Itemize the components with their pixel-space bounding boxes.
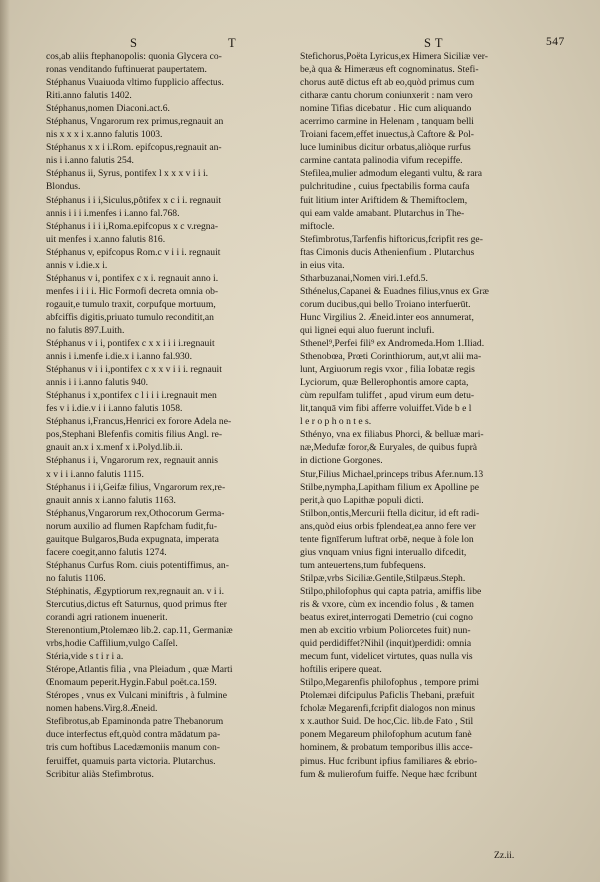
text-line: ponem Megareum philofophum acutum fanè <box>300 729 472 741</box>
text-line: Lyciorum, quæ Bellerophontis amore capta, <box>300 377 469 389</box>
running-head-right: S T <box>424 36 443 50</box>
text-line: Stéphanus i i i,Siculus,pôtifex x c i i. regnauit <box>46 194 222 206</box>
text-line <box>300 781 558 794</box>
text-line: miftocle. <box>300 220 335 232</box>
text-line: gnauit an.x i x.menf x i.Polyd.lib.ii. <box>46 442 183 454</box>
text-line: citharæ cantu chorum coniunxerit : nam vero <box>300 90 473 102</box>
text-line: Stefibrotus,ab Epaminonda patre Thebanorum <box>46 716 224 728</box>
text-line: Stérope,Atlantis filia , vna Pleiadum , quæ Marti <box>46 664 233 676</box>
text-line: Stéphanus i i i i,Roma.epifcopus x c v.regna- <box>46 220 219 232</box>
text-line: ftas Cimonis ducis Athenienfium . Plutarchus <box>300 246 475 258</box>
text-line: Œnomaum peperit.Hygin.Fabul poët.ca.159. <box>46 677 217 689</box>
text-line: Ptolemæi difcipulus Paficlis Thebani, præfuit <box>300 690 475 702</box>
text-line: annis i i.menfe i.die.x i i.anno fal.930. <box>46 351 193 363</box>
text-line: Stéphanus i i, Vngarorum rex, regnauit annis <box>46 455 218 467</box>
text-line: Sthénelus,Capanei & Euadnes filius,vnus ex Græ <box>300 285 489 297</box>
text-line: nomen habens.Virg.8.Æneid. <box>46 703 158 715</box>
text-line <box>46 794 298 807</box>
text-line: fum & mulierofum fuiffe. Neque hæc fcribunt <box>300 768 477 780</box>
text-line: x v i i i.anno falutis 1115. <box>46 468 144 480</box>
text-line: Stéphanus x x i i.Rom. epifcopus,regnauit an- <box>46 142 222 154</box>
text-line: no falutis 1106. <box>46 572 106 584</box>
text-line: fuit litium inter Ariftidem & Themiftoclem, <box>300 194 468 206</box>
text-line <box>300 807 558 820</box>
text-line <box>300 794 558 807</box>
text-line: Stéphanus i,Francus,Henrici ex forore Adela ne- <box>46 416 232 428</box>
text-line: beatus exiret,interrogati Demetrio (cui cogno <box>300 612 473 624</box>
text-line: Stéphanus, Vngarorum rex primus,regnauit an <box>46 116 224 128</box>
text-line: Stéphanus v i i, pontifex c x x i i i i.regnauit <box>46 338 215 350</box>
text-line: in dictione Gorgones. <box>300 455 383 467</box>
text-line: ris & vxore, cùm ex incendio folus , & tamen <box>300 598 474 610</box>
text-line: Stharbuzanai,Nomen viri.1.efd.5. <box>300 272 428 284</box>
text-line: vrbs,hodie Caffilium,vulgo Caſſel. <box>46 638 178 650</box>
catchword: Zz.ii. <box>494 850 515 861</box>
text-line: Stur,Filius Michael,princeps tribus Afer.num.13 <box>300 468 484 480</box>
running-head-center: T <box>228 36 237 50</box>
text-line: annis i i i i.menfes i i.anno fal.768. <box>46 207 180 219</box>
text-line: pos,Stephani Blefenfis comitis filius Angl. re- <box>46 429 223 441</box>
text-line: in eius vita. <box>300 259 345 271</box>
text-line: Stéphanus i i i,Geifæ filius, Vngarorum rex,re- <box>46 481 226 493</box>
text-line: acerrimo carmine in Helenam , tanquam belli <box>300 116 474 128</box>
text-line: gnauit annis x i.anno falutis 1163. <box>46 494 176 506</box>
text-line: qui eam valde amabant. Plutarchus in The- <box>300 207 465 219</box>
text-line: annis v i.die.x i. <box>46 259 108 271</box>
text-line: Hunc Virgilius 2. Æneid.inter eos annumerat, <box>300 311 474 323</box>
text-line: Stéropes , vnus ex Vulcani miniftris , à fulmine <box>46 690 227 702</box>
text-line <box>46 807 298 820</box>
text-line: Sthényo, vna ex filiabus Phorci, & belluæ mari- <box>300 429 484 441</box>
text-line: gius vnquam vnius figni interuallo difcedit, <box>300 546 467 558</box>
text-line: abfciffis digitis,priuato tumulo reconditit,an <box>46 311 214 323</box>
text-line: norum auxilio ad flumen Rapfcham fudit,fu- <box>46 520 218 532</box>
text-line: be,à qua & Himeræus eft cognominatus. Stefi- <box>300 64 479 76</box>
text-line: mecum funt, videlicet virtutes, quas nulla vis <box>300 651 473 663</box>
text-line: næ,Medufæ foror,& Euryales, de quibus fuprà <box>300 442 478 454</box>
text-line: Stéphanus,nomen Diaconi.act.6. <box>46 103 170 115</box>
text-line: facere coegit,anno falutis 1274. <box>46 546 167 558</box>
text-line: fes v i i.die.v i i i.anno falutis 1058. <box>46 403 183 415</box>
text-line: tente fignīferum luftrat orbē, neque à fole lon <box>300 533 474 545</box>
left-column <box>46 50 298 820</box>
text-line: fcholæ Megarenfi,fcripfit dialogos non minus <box>300 703 476 715</box>
text-line: chorus autē dictus eft ab eo,quòd primus cum <box>300 77 475 89</box>
text-line: Scribitur aliàs Stefimbrotus. <box>46 768 154 780</box>
page-number: 547 <box>546 36 565 48</box>
text-line: Stéphanus Curfus Rom. ciuis potentiffimus, an- <box>46 559 229 571</box>
text-line: qui lignei equi aluo fuerunt inclufi. <box>300 324 435 336</box>
text-line: ronas venditando fuftinuerat paupertatem. <box>46 64 207 76</box>
text-line: Stefimbrotus,Tarfenfis hiftoricus,fcripfit res ge- <box>300 233 483 245</box>
text-line: lunt, Argiuorum regis vxor , filia Iobatæ regis <box>300 364 475 376</box>
text-line: lit,tanquā vim fibi afferre voluiffet.Vide b e l <box>300 403 472 415</box>
text-line: feruiffet, quamuis parta victoria. Plutarchus. <box>46 755 216 767</box>
text-line: menfes i i i i. Hic Formofi decreta omnia ob- <box>46 285 219 297</box>
text-line: Stéphanus i x,pontifex c l i i i i.regnauit men <box>46 390 217 402</box>
text-line: Stéria,vide s t i r i a. <box>46 651 124 663</box>
text-line: tum anteuertens,tum fubfequens. <box>300 559 426 571</box>
text-line: luce luminibus dicitur orbatus,aliòque rurfus <box>300 142 471 154</box>
text-line: Stercutius,dictus eft Saturnus, quod primus fter <box>46 598 227 610</box>
text-line: Sthenobœa, Prœti Corinthiorum, aut,vt alii ma- <box>300 351 482 363</box>
text-line: pimus. Huc fcribunt ipfius familiares & ebrio- <box>300 755 478 767</box>
text-line: Stéphanus ii, Syrus, pontifex l x x x v i i i. <box>46 168 209 180</box>
text-line: Stilpo,philofophus qui capta patria, amiffis libe <box>300 585 482 597</box>
text-line: Stilbon,ontis,Mercurii ftella dicitur, id eft radi- <box>300 507 480 519</box>
text-line: Stefichorus,Poëta Lyricus,ex Himera Siciliæ ver- <box>300 51 488 62</box>
text-line: pulchritudine , cuius fpectabilis forma caufa <box>300 181 470 193</box>
text-line: Stéphanus v, epifcopus Rom.c v i i i. regnauit <box>46 246 221 258</box>
text-line: nis i i.anno falutis 254. <box>46 155 134 167</box>
running-head-left: S <box>130 36 138 50</box>
text-line: perit,à quo Lapithæ populi dicti. <box>300 494 424 506</box>
text-line: cùm repulfam tuliffet , apud virum eum detu- <box>300 390 475 402</box>
text-line: hoftilis eripere queat. <box>300 664 382 676</box>
text-line: Blondus. <box>46 181 81 193</box>
text-line: l e r o p h o n t e s. <box>300 416 372 428</box>
text-line: Stilpæ,vrbs Siciliæ.Gentile,Stilpæus.Steph. <box>300 572 466 584</box>
text-line: nis x x x i x.anno falutis 1003. <box>46 129 163 141</box>
text-line: rogauit,e tumulo traxit, corpufque mortuum, <box>46 298 216 310</box>
text-line: duce interfectus eft,quòd contra mādatum pa- <box>46 729 221 741</box>
text-line: ans,quòd eius orbis fplendeat,ea anno fere ver <box>300 520 476 532</box>
text-line: corum ducibus,qui bello Troiano interfuerūt. <box>300 298 471 310</box>
text-line: Sterenontium,Ptolemæo lib.2. cap.11, Germaniæ <box>46 625 233 637</box>
text-line: Stéphanus v i, pontifex c x i. regnauit anno i. <box>46 272 219 284</box>
text-line: hominem, & probatum temporibus illis acce- <box>300 742 473 754</box>
text-line: Stilbe,nympha,Lapitham filium ex Apolline pe <box>300 481 480 493</box>
text-line <box>46 781 298 794</box>
text-line: nomine Tifias dicebatur . Hic cum aliquando <box>300 103 472 115</box>
text-line: cos,ab aliis ftephanopolis: quonia Glycera co- <box>46 51 222 62</box>
text-line: corandi agri rationem inuenerit. <box>46 612 168 624</box>
text-line: x x.author Suid. De hoc,Cic. lib.de Fato , Stil <box>300 716 474 728</box>
text-line: Troiani facem,effet inuectus,à Caftore & Pol- <box>300 129 474 141</box>
text-line: Stéphinatis, Ægyptiorum rex,regnauit an. v i i. <box>46 585 224 597</box>
right-column <box>300 50 558 833</box>
text-line: tris cum hoftibus Lacedæmoniis manum con- <box>46 742 220 754</box>
text-line: men ab excitio vrbium Poliorcetes fuit) nun- <box>300 625 471 637</box>
text-line: Stefilea,mulier admodum eleganti vultu, & rara <box>300 168 482 180</box>
text-line: Stéphanus v i i i,pontifex c x x v i i i. regnauit <box>46 364 222 376</box>
text-line: gauitque Bulgaros,Buda expugnata, imperata <box>46 533 219 545</box>
text-line: carmine cantata palinodia vifum recepiffe. <box>300 155 463 167</box>
text-line <box>300 820 558 833</box>
text-line: Sthenel⁹,Perfei fili⁹ ex Andromeda.Hom 1.Iliad. <box>300 338 485 350</box>
text-line: annis i i i.anno falutis 940. <box>46 377 149 389</box>
text-line: Stéphanus,Vngarorum rex,Othocorum Germa- <box>46 507 225 519</box>
page-spine-shadow <box>0 0 10 882</box>
text-line: Stilpo,Megarenfis philofophus , tempore primi <box>300 677 480 689</box>
text-line: quid perdidiffet?Nihil (inquit)perdidi: omnia <box>300 638 472 650</box>
text-line: no falutis 897.Luith. <box>46 324 125 336</box>
text-line: uit menfes i x.anno falutis 816. <box>46 233 166 245</box>
text-line: Riti.anno falutis 1402. <box>46 90 132 102</box>
text-line: Stéphanus Vuaiuoda vltimo fupplicio affectus. <box>46 77 224 89</box>
